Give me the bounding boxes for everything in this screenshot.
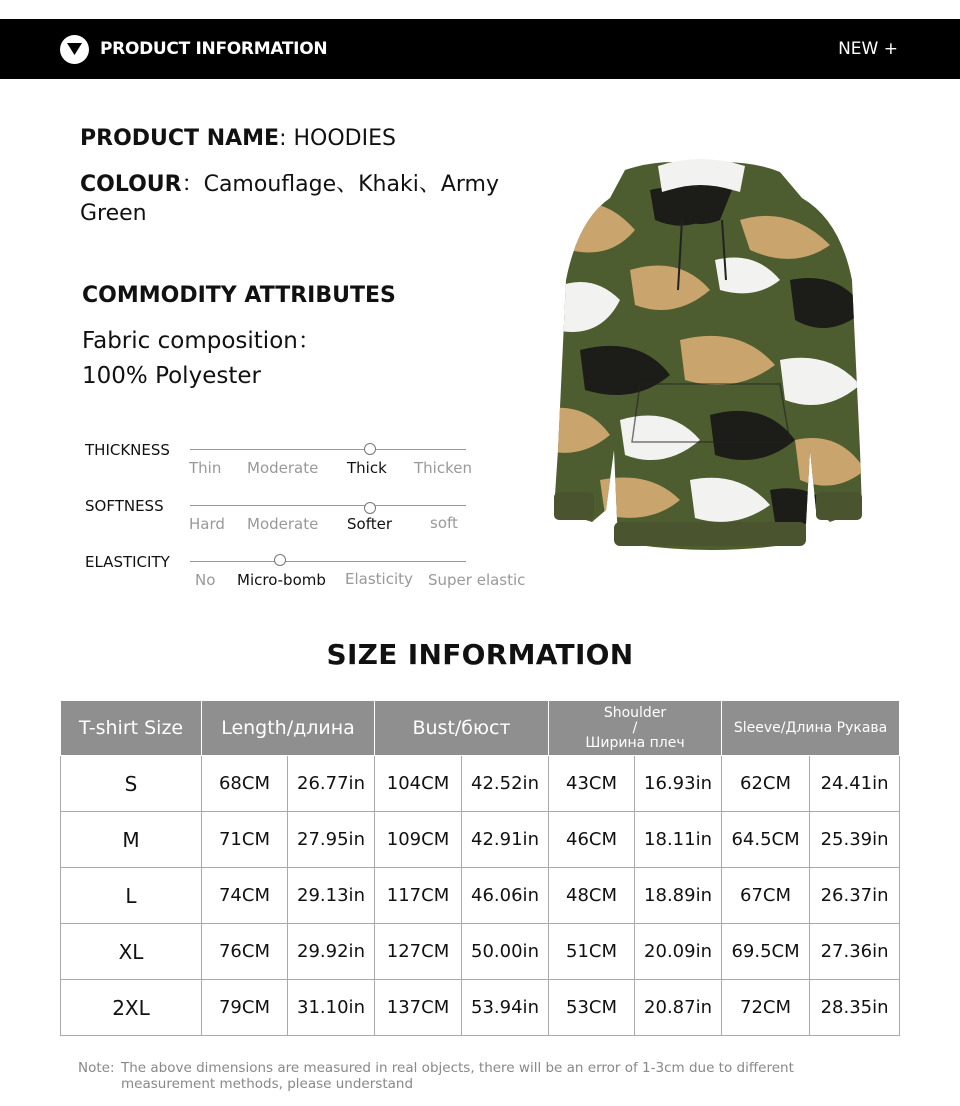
header-sleeve: Sleeve/Длина Рукава bbox=[722, 701, 900, 756]
note-text: The above dimensions are measured in real objects, there will be an error of 1-3cm due to different measurement methods, please understand bbox=[121, 1060, 794, 1092]
table-cell: 29.92in bbox=[288, 924, 375, 980]
table-row bbox=[61, 812, 900, 868]
thickness-indicator bbox=[364, 443, 376, 455]
table-row bbox=[61, 756, 900, 812]
table-cell: M bbox=[61, 812, 202, 868]
table-cell: 51CM bbox=[549, 924, 635, 980]
header-shoulder-line1: Shoulder bbox=[603, 704, 667, 721]
table-cell: 53CM bbox=[549, 980, 635, 1036]
table-cell: 69.5CM bbox=[722, 924, 810, 980]
chevron-down-icon bbox=[60, 35, 89, 64]
elasticity-option: Super elastic bbox=[428, 571, 526, 589]
table-cell: 53.94in bbox=[462, 980, 549, 1036]
table-cell: 31.10in bbox=[288, 980, 375, 1036]
table-header-row bbox=[61, 701, 900, 756]
table-cell: 46CM bbox=[549, 812, 635, 868]
softness-option-selected: Softer bbox=[347, 515, 392, 533]
product-name-value: : HOODIES bbox=[279, 126, 396, 151]
table-cell: 137CM bbox=[375, 980, 462, 1036]
header-size: T-shirt Size bbox=[61, 701, 202, 756]
table-cell: 50.00in bbox=[462, 924, 549, 980]
softness-option: Moderate bbox=[247, 515, 319, 533]
new-label: NEW + bbox=[838, 39, 898, 59]
thickness-option: Thicken bbox=[414, 459, 472, 477]
header-bar bbox=[0, 19, 960, 79]
table-cell: 18.11in bbox=[635, 812, 722, 868]
table-row bbox=[61, 868, 900, 924]
table-cell: 71CM bbox=[202, 812, 288, 868]
product-name-label: PRODUCT NAME bbox=[80, 126, 280, 151]
table-cell: 20.09in bbox=[635, 924, 722, 980]
size-table bbox=[60, 700, 900, 1036]
elasticity-option: Elasticity bbox=[345, 570, 413, 588]
colour-label: COLOUR bbox=[80, 172, 182, 197]
table-cell: 26.77in bbox=[288, 756, 375, 812]
table-cell: XL bbox=[61, 924, 202, 980]
thickness-option: Thin bbox=[189, 459, 222, 477]
table-cell: S bbox=[61, 756, 202, 812]
header-shoulder-line3: Ширина плеч bbox=[585, 734, 685, 751]
table-cell: 68CM bbox=[202, 756, 288, 812]
table-cell: 2XL bbox=[61, 980, 202, 1036]
table-cell: 43CM bbox=[549, 756, 635, 812]
table-cell: 74CM bbox=[202, 868, 288, 924]
table-cell: 27.36in bbox=[810, 924, 900, 980]
table-cell: 79CM bbox=[202, 980, 288, 1036]
table-cell: 109CM bbox=[375, 812, 462, 868]
thickness-option: Moderate bbox=[247, 459, 319, 477]
table-cell: 28.35in bbox=[810, 980, 900, 1036]
table-cell: 46.06in bbox=[462, 868, 549, 924]
table-cell: 48CM bbox=[549, 868, 635, 924]
table-cell: 127CM bbox=[375, 924, 462, 980]
elasticity-indicator bbox=[274, 554, 286, 566]
table-cell: 24.41in bbox=[810, 756, 900, 812]
header-title: PRODUCT INFORMATION bbox=[100, 39, 328, 59]
table-cell: 20.87in bbox=[635, 980, 722, 1036]
softness-label: SOFTNESS bbox=[85, 497, 164, 515]
header-shoulder bbox=[549, 701, 722, 756]
table-cell: 72CM bbox=[722, 980, 810, 1036]
fabric-composition bbox=[82, 324, 321, 394]
elasticity-option: No bbox=[195, 571, 216, 589]
table-cell: 76CM bbox=[202, 924, 288, 980]
elasticity-label: ELASTICITY bbox=[85, 553, 170, 571]
table-cell: 64.5CM bbox=[722, 812, 810, 868]
table-cell: 62CM bbox=[722, 756, 810, 812]
note-label: Note: bbox=[78, 1060, 115, 1076]
thickness-option-selected: Thick bbox=[347, 459, 387, 477]
table-cell: 29.13in bbox=[288, 868, 375, 924]
thickness-label: THICKNESS bbox=[85, 441, 170, 459]
thickness-scale-line bbox=[190, 449, 466, 450]
fabric-label: Fabric composition： bbox=[82, 328, 321, 354]
softness-option: soft bbox=[430, 514, 458, 532]
header-shoulder-line2: / bbox=[632, 719, 638, 736]
table-cell: 25.39in bbox=[810, 812, 900, 868]
colour-value: ：Camouflage、Khaki、Army Green bbox=[80, 172, 499, 226]
size-information-title: SIZE INFORMATION bbox=[326, 638, 634, 671]
softness-scale-line bbox=[190, 505, 466, 506]
table-cell: 26.37in bbox=[810, 868, 900, 924]
elasticity-option-selected: Micro-bomb bbox=[237, 571, 326, 589]
table-cell: 16.93in bbox=[635, 756, 722, 812]
fabric-value: 100% Polyester bbox=[82, 363, 261, 389]
table-cell: 18.89in bbox=[635, 868, 722, 924]
product-colour bbox=[80, 170, 500, 228]
table-cell: L bbox=[61, 868, 202, 924]
table-row bbox=[61, 924, 900, 980]
table-cell: 117CM bbox=[375, 868, 462, 924]
table-cell: 27.95in bbox=[288, 812, 375, 868]
softness-option: Hard bbox=[189, 515, 225, 533]
hoodie-product-image bbox=[540, 150, 870, 560]
table-cell: 67CM bbox=[722, 868, 810, 924]
product-name bbox=[80, 126, 396, 151]
elasticity-scale-line bbox=[190, 561, 466, 562]
table-cell: 42.91in bbox=[462, 812, 549, 868]
table-cell: 104CM bbox=[375, 756, 462, 812]
attributes-title: COMMODITY ATTRIBUTES bbox=[82, 283, 396, 308]
table-cell: 42.52in bbox=[462, 756, 549, 812]
header-length: Length/длина bbox=[202, 701, 375, 756]
softness-indicator bbox=[364, 502, 376, 514]
table-row bbox=[61, 980, 900, 1036]
header-bust: Bust/бюст bbox=[375, 701, 549, 756]
